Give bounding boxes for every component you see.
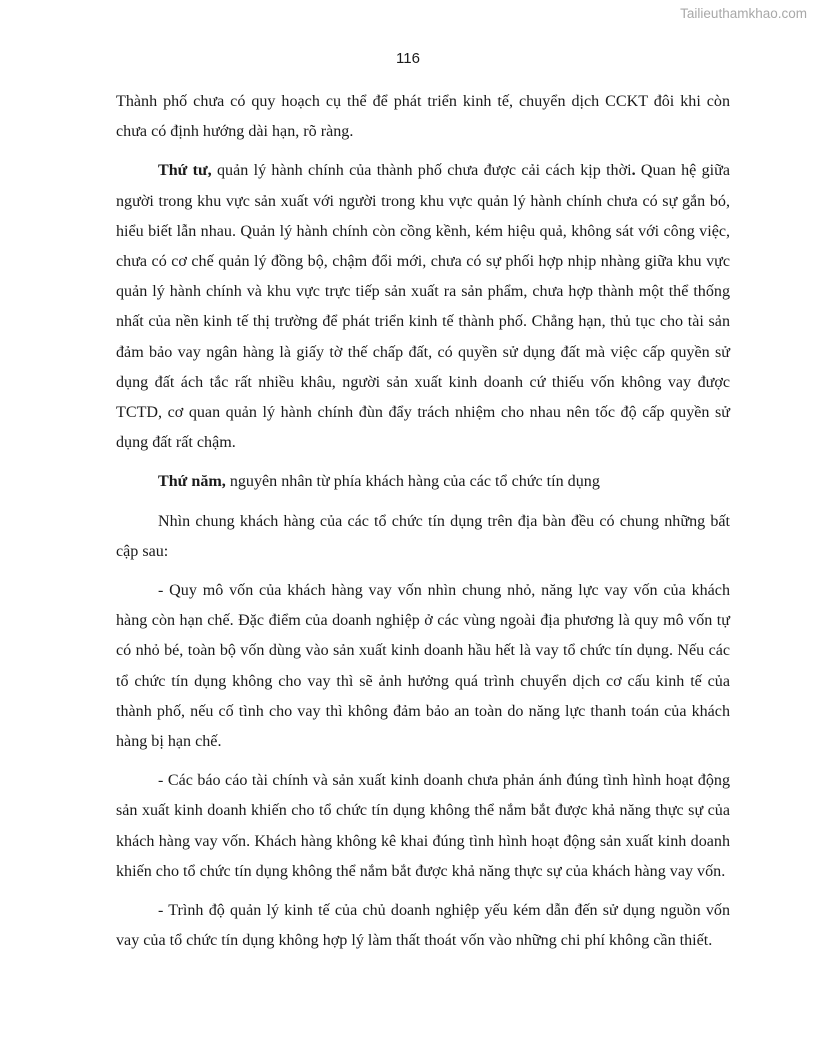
paragraph-bullet-reports: - Các báo cáo tài chính và sản xuất kinh doanh chưa phản ánh đúng tình hình hoạt động sản xuất kinh doanh khiến cho tổ chức tín dụng không thể nắm bắt được khả năng thực sự của khách hàng vay vốn. Khách hàng không kê khai đúng tình hình hoạt động sản xuất kinh doanh khiến cho tổ chức tín dụng không thể nắm bắt được khả năng thực sự của khách hàng vay vốn. <box>116 772 730 880</box>
paragraph-fifth-reason <box>116 467 730 497</box>
paragraph-overview: Nhìn chung khách hàng của các tổ chức tín dụng trên địa bàn đều có chung những bất cập sau: <box>116 512 730 560</box>
paragraph-bullet-capital: - Quy mô vốn của khách hàng vay vốn nhìn chung nhỏ, năng lực vay vốn của khách hàng còn hạn chế. Đặc điểm của doanh nghiệp ở các vùng ngoài địa phương là quy mô vốn tự có nhỏ bé, toàn bộ vốn dùng vào sản xuất kinh doanh hầu hết là vay tổ chức tín dụng. Nếu các tổ chức tín dụng không cho vay thì sẽ ảnh hưởng quá trình chuyển dịch cơ cấu kinh tế của thành phố, nếu cố tình cho vay thì không đảm bảo an toàn do năng lực thanh toán của khách hàng bị hạn chế. <box>116 582 730 751</box>
paragraph-continuation: Thành phố chưa có quy hoạch cụ thể để phát triển kinh tế, chuyển dịch CCKT đôi khi còn chưa có định hướng dài hạn, rõ ràng. <box>116 93 730 141</box>
paragraph-fourth-body: Quan hệ giữa người trong khu vực sản xuất với người trong khu vực quản lý hành chính chưa có sự gắn bó, hiểu biết lẫn nhau. Quản lý hành chính còn cồng kềnh, kém hiệu quả, không sát với công việc, chưa có cơ chế quản lý đồng bộ, chậm đổi mới, chưa có sự phối hợp nhịp nhàng giữa khu vực quản lý hành chính và khu vực trực tiếp sản xuất ra sản phẩm, chưa hợp thành một thể thống nhất của nền kinh tế thị trường để phát triển kinh tế thành phố. Chẳng hạn, thủ tục cho tài sản đảm bảo vay ngân hàng là giấy tờ thế chấp đất, có quyền sử dụng đất mà việc cấp quyền sử dụng đất ách tắc rất nhiều khâu, người sản xuất kinh doanh cứ thiếu vốn không vay được TCTD, cơ quan quản lý hành chính đùn đẩy trách nhiệm cho nhau nên tốc độ cấp quyền sử dụng đất rất chậm. <box>116 162 730 452</box>
paragraph-bullet-management: - Trình độ quản lý kinh tế của chủ doanh nghiệp yếu kém dẫn đến sử dụng nguồn vốn vay của tổ chức tín dụng không hợp lý làm thất thoát vốn vào những chi phí không cần thiết. <box>116 902 730 950</box>
watermark: Tailieuthamkhao.com <box>680 6 807 21</box>
paragraph-fourth-title: quản lý hành chính của thành phố chưa được cải cách kịp thời <box>211 162 632 180</box>
document-body <box>116 87 730 965</box>
page-number: 116 <box>396 50 420 67</box>
paragraph-fourth-reason <box>116 156 730 458</box>
paragraph-lead-fifth: Thứ năm, <box>158 473 226 491</box>
paragraph-fourth-dot: . <box>631 162 636 180</box>
paragraph-lead-fourth: Thứ tư, <box>158 162 212 180</box>
paragraph-fifth-title: nguyên nhân từ phía khách hàng của các tổ chức tín dụng <box>225 473 600 491</box>
